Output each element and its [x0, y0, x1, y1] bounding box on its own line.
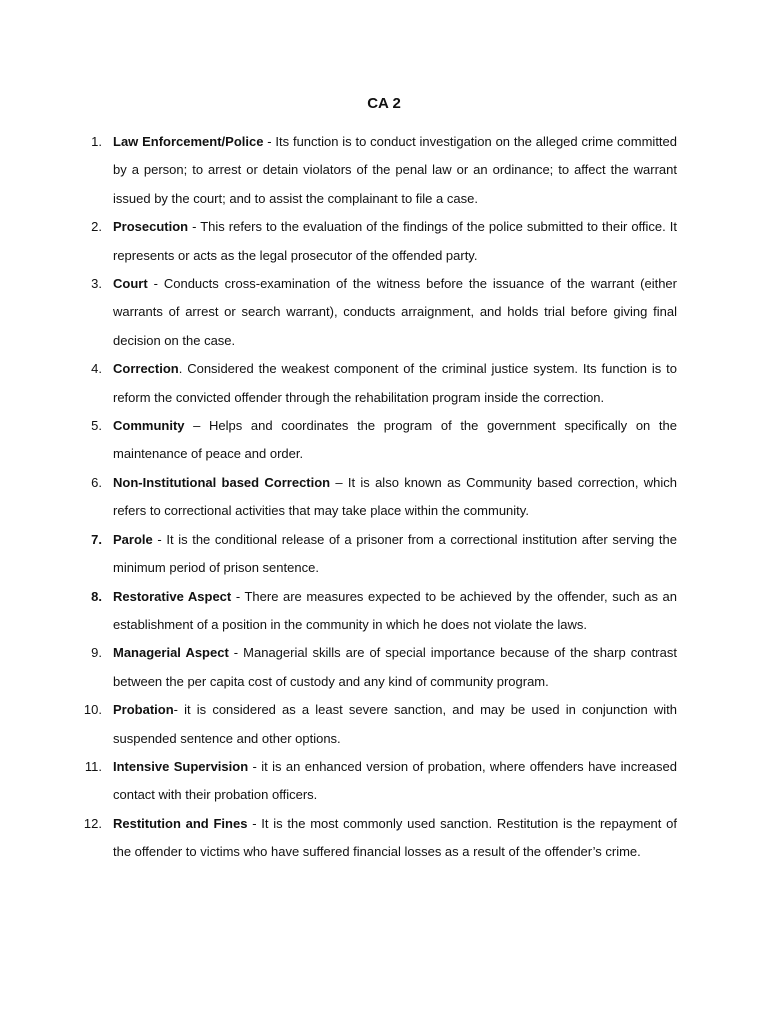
list-item [0, 696, 768, 753]
list-item [0, 753, 768, 810]
list-item-number: 12. [83, 815, 102, 831]
list-item [0, 270, 768, 355]
list-item-description: - Conducts cross-examination of the witness before the issuance of the warrant (either warrants of arrest or search warrant), conducts arraignment, and holds trial before giving final decision on the case. [113, 276, 677, 348]
list-item-description: - it is an enhanced version of probation, where offenders have increased contact with their probation officers. [113, 758, 678, 803]
list-item-number: 9. [91, 645, 102, 661]
list-item-term: Parole [113, 531, 153, 547]
list-item-number: 8. [91, 588, 102, 604]
list-item-description: - This refers to the evaluation of the findings of the police submitted to their office. It represents or acts as the legal prosecutor of the offended party. [113, 219, 677, 263]
list-item-text [113, 213, 677, 270]
list-item-text [113, 583, 677, 640]
list-item-term: Prosecution [113, 219, 189, 235]
list-item-term: Restorative Aspect [113, 588, 232, 604]
list-item-number: 2. [91, 219, 102, 235]
list-item-text [113, 270, 677, 355]
list-item-term: Correction [113, 361, 179, 377]
list-item-description: - It is the conditional release of a prisoner from a correctional institution after serving the minimum period of prison sentence. [113, 531, 677, 576]
list-item-description: - Managerial skills are of special importance because of the sharp contrast between the per capita cost of custody and any kind of community program. [113, 645, 677, 689]
list-item [0, 526, 768, 583]
list-item [0, 128, 768, 213]
list-item-text [113, 753, 677, 810]
list-item-number: 10. [83, 702, 102, 718]
list-item-term: Law Enforcement/Police [113, 134, 264, 149]
list-item [0, 213, 768, 270]
list-item-text [113, 696, 677, 753]
component-list [0, 128, 768, 867]
list-item-term: Probation [113, 702, 174, 718]
list-item-description: - it is considered as a least severe sanction, and may be used in conjunction with suspended sentence and other options. [113, 702, 677, 746]
list-item-number: 4. [91, 361, 102, 377]
list-item-description: . Considered the weakest component of the criminal justice system. Its function is to reform the convicted offender through the rehabilitation program inside the correction. [113, 361, 677, 405]
list-item-description: - There are measures expected to be achieved by the offender, such as an establishment of a position in the community in which he does not violate the laws. [113, 588, 677, 632]
list-item-text [113, 639, 677, 696]
list-item-text [113, 355, 677, 412]
list-item-number: 1. [91, 134, 102, 149]
page-title: CA 2 [367, 95, 401, 112]
list-item [0, 639, 768, 696]
list-item-number: 5. [91, 418, 102, 434]
list-item-text [113, 469, 677, 526]
list-item [0, 355, 768, 412]
list-item-text [113, 810, 677, 867]
list-item-term: Managerial Aspect [113, 645, 229, 661]
list-item-term: Community [113, 418, 185, 434]
list-item-term: Restitution and Fines [113, 815, 248, 831]
list-item [0, 469, 768, 526]
list-item-description: – Helps and coordinates the program of the government specifically on the maintenance of peace and order. [113, 418, 677, 462]
list-item-text [113, 128, 677, 213]
list-item-number: 6. [91, 474, 102, 490]
list-item-term: Intensive Supervision [113, 758, 249, 774]
list-item-description: - Its function is to conduct investigation on the alleged crime committed by a person; to arrest or detain violators of the penal law or an ordinance; to affect the warrant issued by the court; and to assist the complainant to file a case. [113, 134, 677, 206]
list-item-term: Court [113, 276, 148, 292]
list-item-description: – It is also known as Community based correction, which refers to correctional activities that may take place within the community. [113, 474, 677, 519]
list-item-text [113, 526, 677, 583]
list-item-number: 7. [91, 531, 102, 547]
list-item-description: - It is the most commonly used sanction. Restitution is the repayment of the offender to victims who have suffered financial losses as a result of the offender’s crime. [113, 815, 677, 860]
list-item [0, 810, 768, 867]
list-item-term: Non-Institutional based Correction [113, 474, 331, 490]
list-item-text [113, 412, 677, 469]
list-item [0, 583, 768, 640]
list-item-number: 11. [84, 758, 102, 774]
list-item [0, 412, 768, 469]
list-item-number: 3. [91, 276, 102, 292]
